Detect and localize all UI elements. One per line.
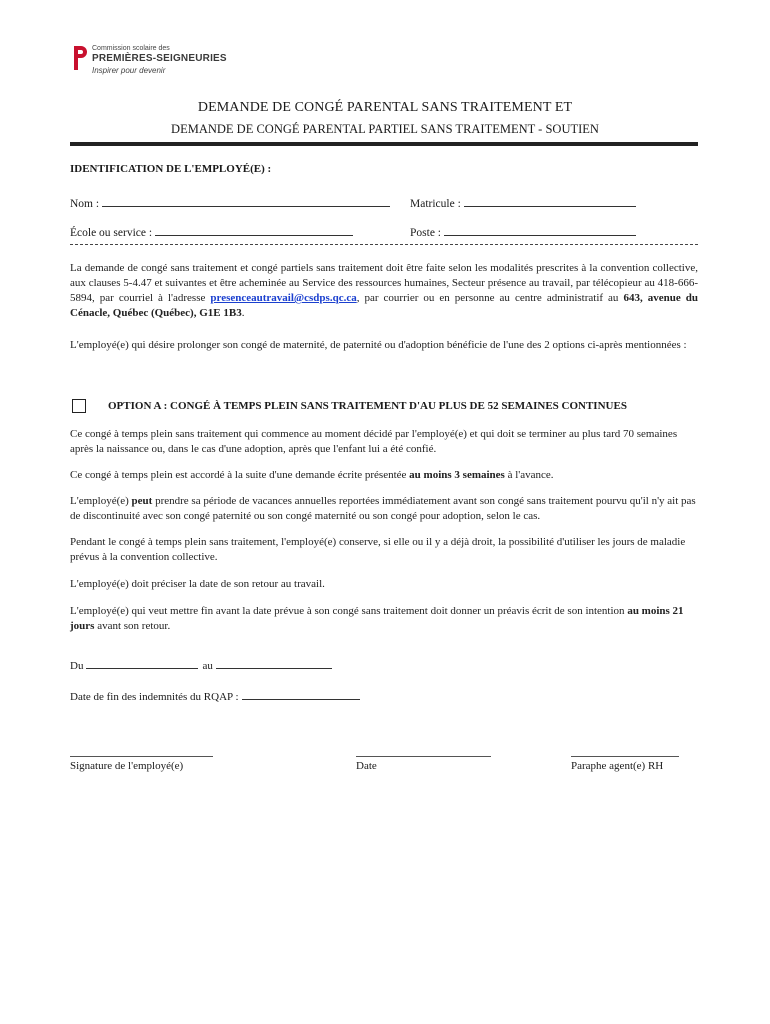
date-range-field[interactable] [70,658,332,672]
date-signature-line[interactable] [356,756,491,757]
option-a-paragraph-6: L'employé(e) qui veut mettre fin avant la date prévue à son congé sans traitement doit donner un préavis écrit de son intention au moins 21 jours avant son retour. [70,605,684,632]
ecole-field[interactable] [70,225,353,239]
rqap-label: Date de fin des indemnités du RQAP : [70,691,239,703]
option-a-paragraph-5: L'employé(e) doit préciser la date de son retour au travail. [70,578,325,590]
employee-signature-line[interactable] [70,756,213,757]
employee-signature-label: Signature de l'employé(e) [70,760,184,772]
form-title-line2: DEMANDE DE CONGÉ PARENTAL PARTIEL SANS TRAITEMENT - SOUTIEN [171,122,599,136]
intro-paragraph: La demande de congé sans traitement et congé partiels sans traitement doit être faite selon les modalités prescrites à la convention collective, aux clauses 5-4.47 et suivantes et être acheminée au Service des ressources humaines, Secteur présence au travail, par télécopieur au 418-666-5894, par courriel à l'adresse presenceautravail@csdps.qc.ca, par courrier ou en personne au centre administratif au 643, avenue du Cénacle, Québec (Québec), G1E 1B3. [70,262,698,319]
option-a-paragraph-3: L'employé(e) peut prendre sa période de vacances annuelles reportées immédiatement avant son congé sans traitement pourvu qu'il n'y ait pas de discontinuité avec son congé paternité ou son congé maternité ou son congé pour adoption, selon le cas. [70,495,696,522]
logo-line1: Commission scolaire des [92,45,170,52]
nom-label: Nom : [70,198,100,210]
nom-input[interactable] [102,196,390,207]
option-a-paragraph-4: Pendant le congé à temps plein sans traitement, l'employé(e) conserve, si elle ou il y a déjà droit, la possibilité d'utiliser les jours de maladie prévus à la convention collective. [70,536,686,563]
organization-logo [72,44,232,80]
identification-divider [70,244,698,245]
logo-p-icon [72,44,88,72]
email-link[interactable]: presenceautravail@csdps.qc.ca [210,292,357,304]
logo-tagline: Inspirer pour devenir [92,66,166,75]
poste-field[interactable] [410,225,636,239]
ecole-input[interactable] [155,225,353,236]
poste-label: Poste : [410,227,441,239]
matricule-input[interactable] [464,196,636,207]
address-text: 643, avenue du Cénacle, Québec (Québec), G1E 1B3 [70,292,698,319]
logo-line2: PREMIÈRES-SEIGNEURIES [92,53,227,64]
date-signature-label: Date [356,760,377,772]
au-label: au [202,660,213,672]
option-a-paragraph-1: Ce congé à temps plein sans traitement qui commence au moment décidé par l'employé(e) et qui doit se terminer au plus tard 70 semaines après la naissance ou, dans le cas d'une adoption, après que l'enfant lui a été confié. [70,428,678,455]
agent-paraphe-line[interactable] [571,756,679,757]
du-input[interactable] [86,658,198,669]
matricule-field[interactable] [410,196,636,210]
poste-input[interactable] [444,225,636,236]
rqap-field[interactable] [70,689,360,703]
ecole-label: École ou service : [70,227,153,239]
title-divider [70,142,698,146]
form-title-line1: DEMANDE DE CONGÉ PARENTAL SANS TRAITEMENT ET [197,100,573,115]
au-input[interactable] [216,658,332,669]
options-intro-paragraph: L'employé(e) qui désire prolonger son congé de maternité, de paternité ou d'adoption bénéficie de l'une des 2 options ci-après mentionnées : [70,339,687,351]
option-a-checkbox[interactable] [72,399,86,413]
option-a-heading: OPTION A : CONGÉ À TEMPS PLEIN SANS TRAITEMENT D'AU PLUS DE 52 SEMAINES CONTINUES [108,400,627,412]
nom-field[interactable] [70,196,390,210]
rqap-input[interactable] [242,689,360,700]
du-label: Du [70,660,84,672]
matricule-label: Matricule : [410,198,461,210]
identification-heading: IDENTIFICATION DE L'EMPLOYÉ(E) : [70,163,272,175]
option-a-paragraph-2: Ce congé à temps plein est accordé à la suite d'une demande écrite présentée au moins 3 semaines à l'avance. [70,469,554,481]
agent-paraphe-label: Paraphe agent(e) RH [571,760,664,772]
